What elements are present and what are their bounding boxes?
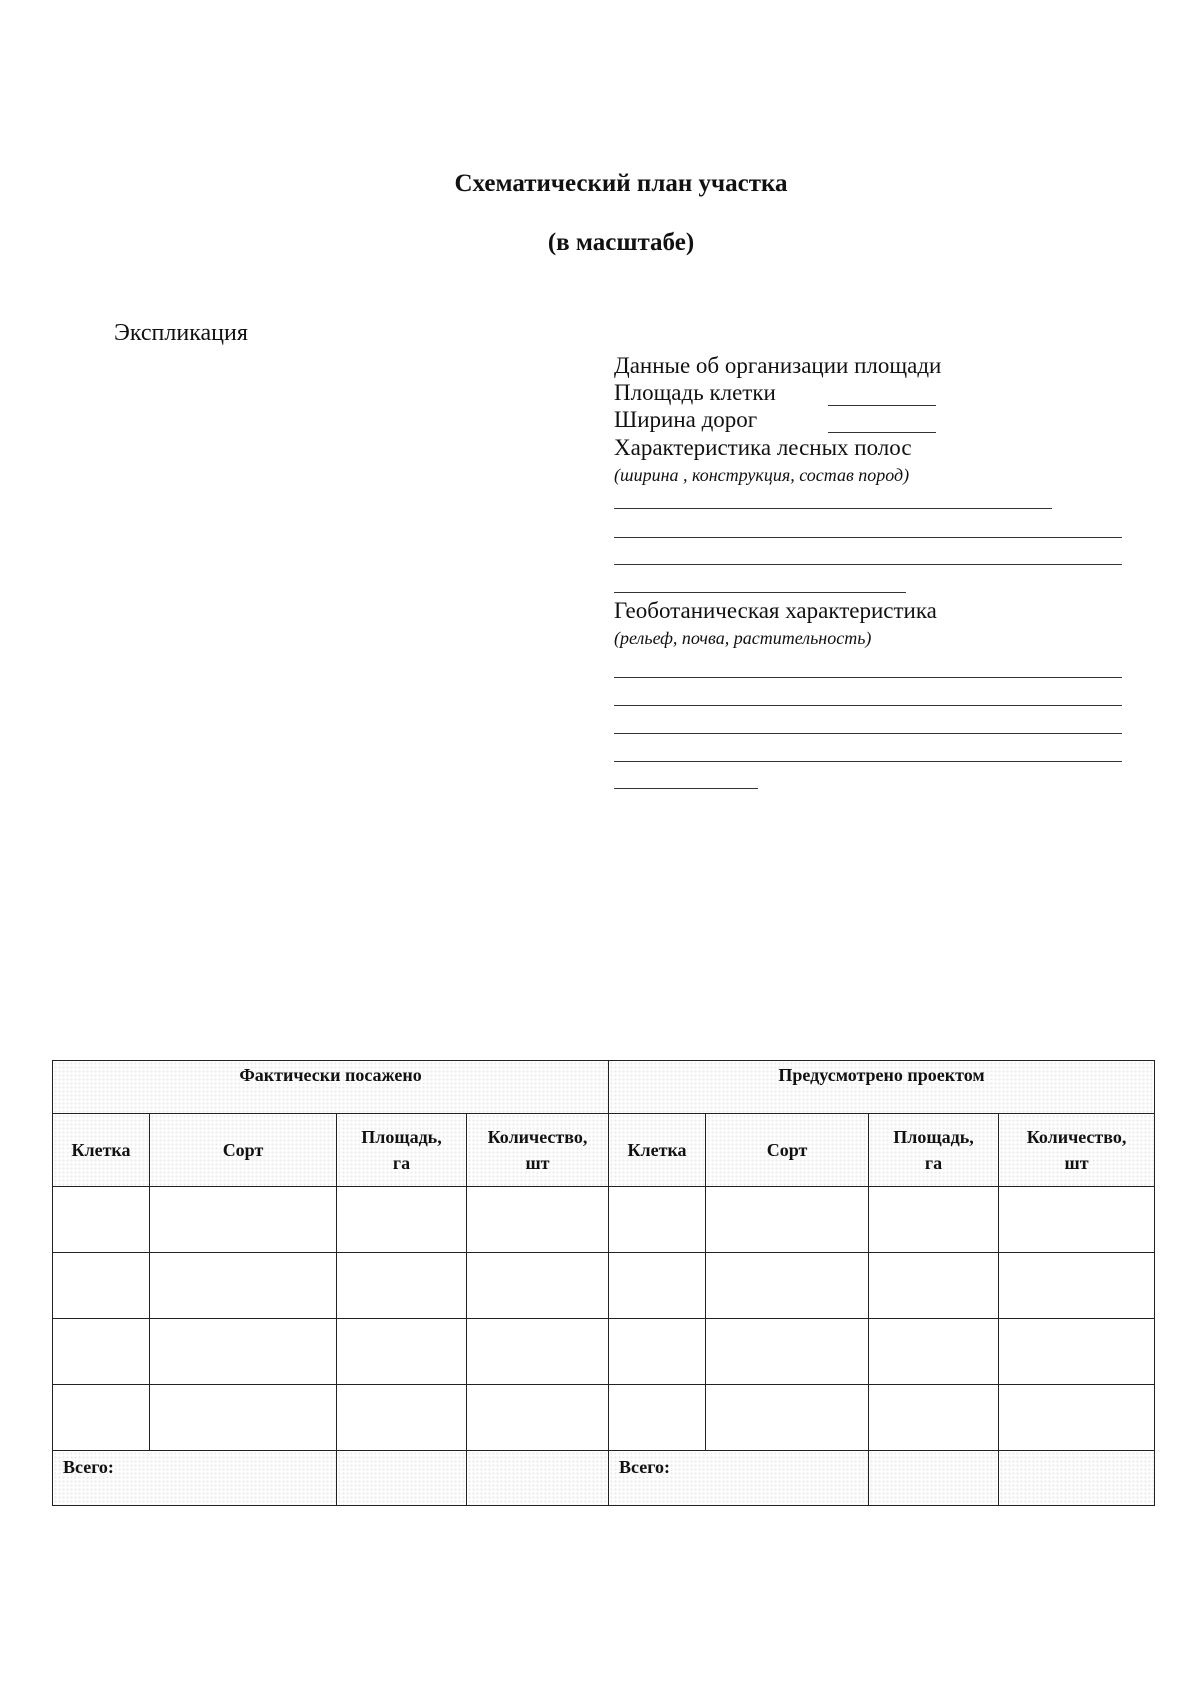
page-title: Схематический план участка	[454, 170, 788, 197]
total-label-left: Всего:	[53, 1451, 337, 1506]
table-cell[interactable]	[999, 1187, 1155, 1253]
table-cell[interactable]	[999, 1253, 1155, 1319]
col-variety-left: Сорт	[150, 1114, 337, 1187]
table-cell[interactable]	[609, 1187, 706, 1253]
page-subtitle: (в масштабе)	[547, 229, 695, 256]
total-qty-left[interactable]	[467, 1451, 609, 1506]
table-cell[interactable]	[467, 1319, 609, 1385]
col-area-right-line2: га	[924, 1153, 943, 1173]
table-cell[interactable]	[150, 1253, 337, 1319]
geobotanical-line-2[interactable]	[614, 705, 1122, 706]
col-variety-right: Сорт	[706, 1114, 869, 1187]
table-cell[interactable]	[337, 1253, 467, 1319]
table-cell[interactable]	[467, 1385, 609, 1451]
forest-strips-line-3[interactable]	[614, 564, 1122, 565]
forest-strips-line-1[interactable]	[614, 508, 1052, 509]
table-row	[53, 1385, 1155, 1451]
table-cell[interactable]	[337, 1385, 467, 1451]
project-planned-header: Предусмотрено проектом	[609, 1061, 1155, 1114]
table-cell[interactable]	[337, 1319, 467, 1385]
forest-strips-line-2[interactable]	[614, 537, 1122, 538]
forest-strips-line-4[interactable]	[614, 592, 906, 593]
planting-table	[52, 1060, 1155, 1506]
geobotanical-heading: Геоботаническая характеристика	[614, 598, 937, 623]
actual-planted-header: Фактически посажено	[53, 1061, 609, 1114]
forest-strips-hint: (ширина , конструкция, состав пород)	[614, 465, 910, 485]
table-cell[interactable]	[869, 1253, 999, 1319]
table-cell[interactable]	[150, 1385, 337, 1451]
table-cell[interactable]	[467, 1187, 609, 1253]
col-cell-right: Клетка	[609, 1114, 706, 1187]
col-qty-left-line1: Количество,	[487, 1127, 588, 1147]
total-area-left[interactable]	[337, 1451, 467, 1506]
col-area-left-line1: Площадь,	[361, 1127, 442, 1147]
table-cell[interactable]	[869, 1385, 999, 1451]
forest-strips-label: Характеристика лесных полос	[614, 435, 912, 460]
col-qty-left	[467, 1114, 609, 1187]
table-row	[53, 1319, 1155, 1385]
col-area-left	[337, 1114, 467, 1187]
table-cell[interactable]	[337, 1187, 467, 1253]
total-row	[53, 1451, 1155, 1506]
geobotanical-line-5[interactable]	[614, 788, 758, 789]
table-cell[interactable]	[150, 1319, 337, 1385]
geobotanical-line-3[interactable]	[614, 733, 1122, 734]
explication-label: Экспликация	[114, 320, 248, 346]
geobotanical-hint: (рельеф, почва, растительность)	[614, 628, 872, 648]
total-area-right[interactable]	[869, 1451, 999, 1506]
col-cell-left: Клетка	[53, 1114, 150, 1187]
road-width-field[interactable]	[828, 432, 936, 433]
road-width-label: Ширина дорог	[614, 407, 758, 432]
total-label-right: Всего:	[609, 1451, 869, 1506]
table-row	[53, 1253, 1155, 1319]
col-qty-right-line2: шт	[1064, 1153, 1089, 1173]
table-cell[interactable]	[706, 1187, 869, 1253]
geobotanical-line-1[interactable]	[614, 677, 1122, 678]
table-cell[interactable]	[706, 1253, 869, 1319]
area-organization-heading: Данные об организации площади	[614, 353, 942, 378]
table-cell[interactable]	[53, 1319, 150, 1385]
table-cell[interactable]	[999, 1319, 1155, 1385]
table-cell[interactable]	[467, 1253, 609, 1319]
col-area-left-line2: га	[392, 1153, 411, 1173]
total-qty-right[interactable]	[999, 1451, 1155, 1506]
col-qty-right	[999, 1114, 1155, 1187]
col-qty-right-line1: Количество,	[1026, 1127, 1127, 1147]
table-cell[interactable]	[609, 1253, 706, 1319]
table-cell[interactable]	[53, 1385, 150, 1451]
col-area-right-line1: Площадь,	[893, 1127, 974, 1147]
col-area-right	[869, 1114, 999, 1187]
table-cell[interactable]	[869, 1319, 999, 1385]
col-qty-left-line2: шт	[525, 1153, 550, 1173]
table-row	[53, 1187, 1155, 1253]
cell-area-label: Площадь клетки	[614, 380, 776, 405]
table-cell[interactable]	[706, 1385, 869, 1451]
table-cell[interactable]	[869, 1187, 999, 1253]
table-cell[interactable]	[609, 1319, 706, 1385]
table-cell[interactable]	[706, 1319, 869, 1385]
table-cell[interactable]	[999, 1385, 1155, 1451]
table-cell[interactable]	[150, 1187, 337, 1253]
table-cell[interactable]	[53, 1253, 150, 1319]
table-cell[interactable]	[609, 1385, 706, 1451]
table-cell[interactable]	[53, 1187, 150, 1253]
cell-area-field[interactable]	[828, 405, 936, 406]
geobotanical-line-4[interactable]	[614, 761, 1122, 762]
